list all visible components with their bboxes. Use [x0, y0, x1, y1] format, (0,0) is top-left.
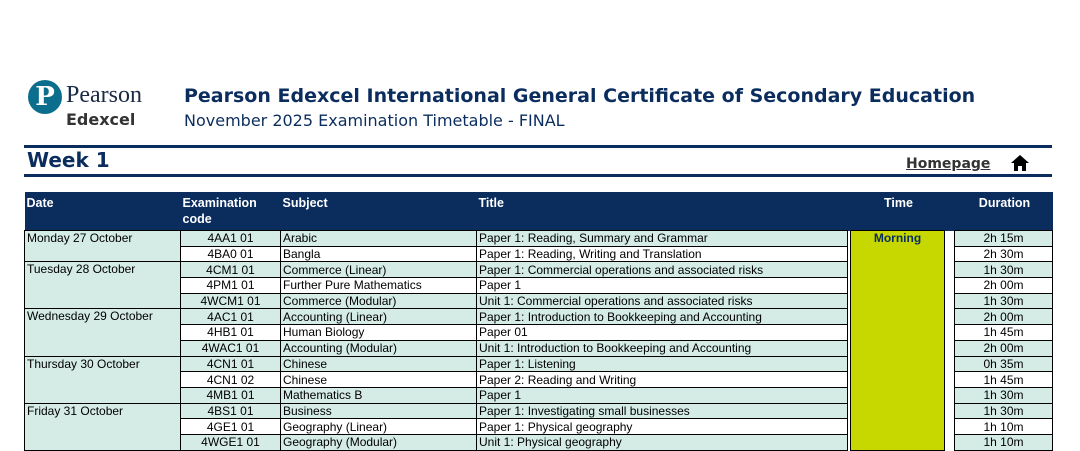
column-gap [945, 403, 955, 419]
exam-title: Paper 1: Physical geography [477, 419, 848, 435]
exam-code: 4CN1 02 [181, 372, 281, 388]
column-gap [848, 403, 851, 419]
exam-duration: 1h 45m [955, 372, 1053, 388]
column-gap [848, 246, 851, 262]
exam-code: 4WAC1 01 [181, 340, 281, 356]
column-gap [848, 325, 851, 341]
exam-duration: 1h 45m [955, 325, 1053, 341]
exam-title: Paper 1 [477, 278, 848, 294]
exam-code: 4HB1 01 [181, 325, 281, 341]
exam-date: Thursday 30 October [25, 356, 181, 403]
header-exam-code: Examination code [181, 192, 281, 231]
exam-code: 4PM1 01 [181, 278, 281, 294]
column-gap [848, 293, 851, 309]
column-gap [945, 419, 955, 435]
exam-code: 4BS1 01 [181, 403, 281, 419]
column-gap [945, 278, 955, 294]
exam-duration: 2h 00m [955, 340, 1053, 356]
exam-title: Paper 2: Reading and Writing [477, 372, 848, 388]
column-gap [945, 434, 955, 450]
exam-title: Paper 1: Reading, Summary and Grammar [477, 231, 848, 247]
column-gap [945, 356, 955, 372]
table-row [25, 231, 1053, 247]
exam-subject: Mathematics B [281, 387, 477, 403]
exam-code: 4CN1 01 [181, 356, 281, 372]
column-gap [848, 419, 851, 435]
column-gap [848, 278, 851, 294]
week-heading: Week 1 [27, 148, 110, 172]
exam-title: Paper 1 [477, 387, 848, 403]
table-header-row [25, 192, 1053, 231]
exam-subject: Chinese [281, 356, 477, 372]
pearson-logo-mark: P [28, 80, 62, 114]
column-gap [945, 325, 955, 341]
exam-session-time: Morning [851, 231, 945, 451]
exam-title: Unit 1: Commercial operations and associated risks [477, 293, 848, 309]
exam-code: 4MB1 01 [181, 387, 281, 403]
exam-subject: Geography (Modular) [281, 434, 477, 450]
header-divider-top [24, 145, 1052, 148]
exam-code: 4GE1 01 [181, 419, 281, 435]
header-title: Title [477, 192, 848, 231]
column-gap [848, 372, 851, 388]
column-gap [848, 309, 851, 325]
exam-subject: Accounting (Linear) [281, 309, 477, 325]
column-gap [945, 262, 955, 278]
column-gap [848, 387, 851, 403]
column-gap [848, 434, 851, 450]
exam-duration: 2h 15m [955, 231, 1053, 247]
logo-word-edexcel: Edexcel [66, 110, 136, 129]
exam-code: 4WCM1 01 [181, 293, 281, 309]
exam-date: Tuesday 28 October [25, 262, 181, 309]
column-gap [945, 293, 955, 309]
header-time: Time [851, 192, 945, 231]
exam-title: Paper 1: Listening [477, 356, 848, 372]
exam-code: 4CM1 01 [181, 262, 281, 278]
exam-duration: 1h 30m [955, 387, 1053, 403]
header-divider-bottom [24, 174, 1052, 177]
document-subtitle: November 2025 Examination Timetable - FINAL [184, 111, 565, 130]
exam-subject: Business [281, 403, 477, 419]
column-gap [848, 262, 851, 278]
column-gap [848, 340, 851, 356]
exam-subject: Chinese [281, 372, 477, 388]
exam-title: Unit 1: Introduction to Bookkeeping and Accounting [477, 340, 848, 356]
exam-duration: 1h 30m [955, 403, 1053, 419]
exam-duration: 2h 00m [955, 278, 1053, 294]
exam-title: Unit 1: Physical geography [477, 434, 848, 450]
exam-timetable [24, 192, 1053, 451]
exam-code: 4AA1 01 [181, 231, 281, 247]
exam-duration: 0h 35m [955, 356, 1053, 372]
column-gap [945, 340, 955, 356]
exam-subject: Human Biology [281, 325, 477, 341]
timetable-body [25, 231, 1053, 451]
logo-word-pearson: Pearson [66, 82, 142, 108]
document-title: Pearson Edexcel International General Certificate of Secondary Education [184, 85, 976, 107]
exam-duration: 1h 10m [955, 434, 1053, 450]
exam-subject: Geography (Linear) [281, 419, 477, 435]
header-duration: Duration [955, 192, 1053, 231]
column-gap [945, 231, 955, 247]
column-gap [945, 387, 955, 403]
exam-code: 4BA0 01 [181, 246, 281, 262]
exam-code: 4WGE1 01 [181, 434, 281, 450]
header-subject: Subject [281, 192, 477, 231]
exam-subject: Commerce (Modular) [281, 293, 477, 309]
exam-subject: Commerce (Linear) [281, 262, 477, 278]
exam-subject: Bangla [281, 246, 477, 262]
column-gap [945, 309, 955, 325]
header-date: Date [25, 192, 181, 231]
exam-subject: Arabic [281, 231, 477, 247]
header-spacer [945, 192, 955, 231]
column-gap [945, 372, 955, 388]
exam-duration: 2h 00m [955, 309, 1053, 325]
exam-duration: 2h 30m [955, 246, 1053, 262]
homepage-link[interactable]: Homepage [906, 156, 991, 172]
exam-code: 4AC1 01 [181, 309, 281, 325]
exam-title: Paper 1: Investigating small businesses [477, 403, 848, 419]
exam-subject: Further Pure Mathematics [281, 278, 477, 294]
pearson-edexcel-logo [28, 80, 158, 130]
exam-duration: 1h 30m [955, 262, 1053, 278]
column-gap [945, 246, 955, 262]
exam-title: Paper 01 [477, 325, 848, 341]
column-gap [848, 356, 851, 372]
exam-title: Paper 1: Commercial operations and associated risks [477, 262, 848, 278]
exam-date: Friday 31 October [25, 403, 181, 450]
exam-duration: 1h 10m [955, 419, 1053, 435]
exam-date: Wednesday 29 October [25, 309, 181, 356]
exam-duration: 1h 30m [955, 293, 1053, 309]
exam-date: Monday 27 October [25, 231, 181, 262]
exam-title: Paper 1: Reading, Writing and Translation [477, 246, 848, 262]
home-icon[interactable] [1011, 155, 1029, 171]
exam-title: Paper 1: Introduction to Bookkeeping and Accounting [477, 309, 848, 325]
exam-subject: Accounting (Modular) [281, 340, 477, 356]
